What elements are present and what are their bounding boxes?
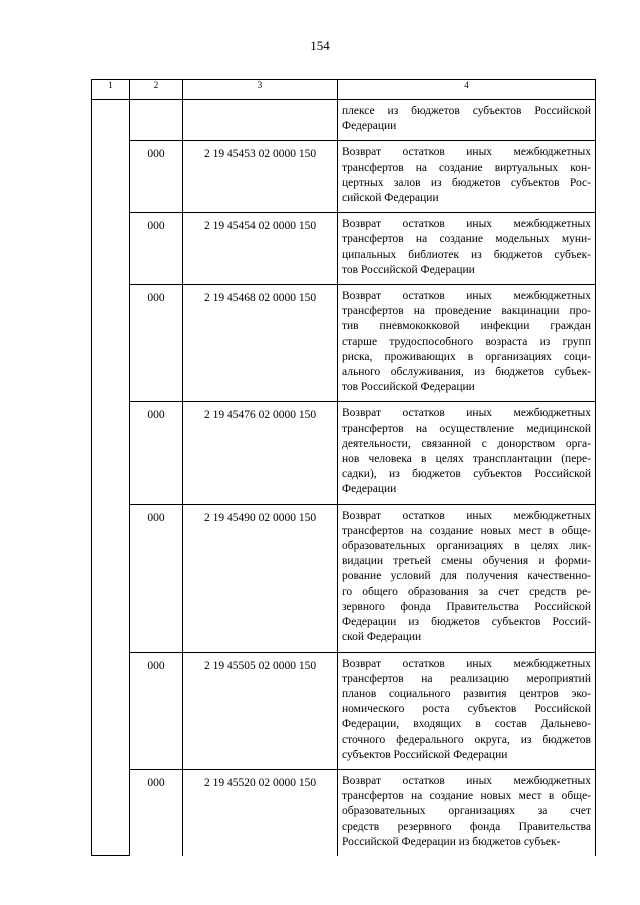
description-line: ской Федерации <box>342 631 422 644</box>
description-line: рование условий для получения качественно- <box>342 570 591 583</box>
column-header-2: 2 <box>130 80 183 100</box>
description-line: Возврат остатков иных межбюджетных <box>342 407 591 420</box>
description-line: го общего образования за счет средств ре- <box>342 585 591 598</box>
description-line: планов социального развития центров эко- <box>342 687 591 700</box>
admin-code-cell: 000 <box>130 213 183 285</box>
description-line: плексе из бюджетов субъектов Российской <box>342 105 591 117</box>
table-header-row <box>92 80 596 100</box>
table-row <box>92 769 596 856</box>
description-cell <box>338 402 596 504</box>
description-line: риска, проживающих в организациях соци- <box>342 350 591 363</box>
description-line: ального обслуживания, из бюджетов субъек- <box>342 366 591 379</box>
description-line: образовательных организациях за счет <box>342 805 591 818</box>
description-line: тов Российской Федерации <box>342 381 475 394</box>
description-line: Возврат остатков иных межбюджетных <box>342 657 591 670</box>
description-line: Возврат остатков иных межбюджетных <box>342 218 591 231</box>
admin-code-cell: 000 <box>130 504 183 652</box>
description-line: трансфертов на создание виртуальных кон- <box>342 161 591 174</box>
description-line: деятельности, связанной с донорством орга- <box>342 437 591 450</box>
description-line: трансфертов на создание модельных муни- <box>342 233 591 246</box>
column-header-1: 1 <box>92 80 130 100</box>
budget-code-cell: 2 19 45520 02 0000 150 <box>183 769 338 856</box>
group-number-cell <box>92 100 130 856</box>
column-header-3: 3 <box>183 80 338 100</box>
description-line: субъектов Российской Федерации <box>342 748 508 761</box>
description-line: Федерации <box>342 483 397 496</box>
admin-code-cell: 000 <box>130 141 183 213</box>
description-line: трансфертов на осуществление медицинской <box>342 422 591 435</box>
description-line: садки), из бюджетов субъектов Российской <box>342 468 591 481</box>
description-line: Возврат остатков иных межбюджетных <box>342 509 591 522</box>
description-line: Федерации <box>342 120 397 133</box>
description-line: сийской Федерации <box>342 192 439 205</box>
description-line: Федерации, входящих в состав Дальнево- <box>342 718 591 731</box>
table-row-continuation <box>92 100 596 141</box>
description-cell <box>338 213 596 285</box>
description-line: сточного федерального округа, из бюджетов <box>342 733 591 746</box>
budget-code-cell <box>183 100 338 141</box>
description-line: тив пневмококковой инфекции граждан <box>342 320 591 333</box>
admin-code-cell <box>130 100 183 141</box>
description-cell <box>338 141 596 213</box>
description-cell <box>338 285 596 402</box>
admin-code-cell: 000 <box>130 402 183 504</box>
table-row <box>92 504 596 652</box>
table-row <box>92 285 596 402</box>
description-line: средств резервного фонда Правительства <box>342 820 591 833</box>
budget-code-cell: 2 19 45505 02 0000 150 <box>183 652 338 769</box>
description-line: нов человека в целях трансплантации (пере- <box>342 453 591 466</box>
budget-codes-table <box>91 79 596 856</box>
description-cell <box>338 769 596 856</box>
description-cell <box>338 100 596 141</box>
description-line: Российской Федерации из бюджетов субъек- <box>342 835 561 848</box>
description-line: трансфертов на создание новых мест в обще- <box>342 790 591 803</box>
budget-code-cell: 2 19 45454 02 0000 150 <box>183 213 338 285</box>
table-row <box>92 652 596 769</box>
description-line: старше трудоспособного возраста из групп <box>342 335 591 348</box>
table-body <box>92 100 596 856</box>
description-line: образовательных организациях в целях лик- <box>342 540 591 553</box>
description-cell <box>338 652 596 769</box>
column-header-4: 4 <box>338 80 596 100</box>
description-line: трансфертов на создание новых мест в обще- <box>342 524 591 537</box>
description-line: номического роста субъектов Российской <box>342 703 591 716</box>
description-line: Федерации из бюджетов субъектов Россий- <box>342 616 591 629</box>
description-line: ципальных библиотек из бюджетов субъек- <box>342 248 591 261</box>
budget-code-cell: 2 19 45468 02 0000 150 <box>183 285 338 402</box>
description-line: цертных залов из бюджетов субъектов Рос- <box>342 176 591 189</box>
table-row <box>92 141 596 213</box>
description-line: тов Российской Федерации <box>342 263 475 276</box>
description-line: трансфертов на проведение вакцинации про- <box>342 305 591 318</box>
description-line: Возврат остатков иных межбюджетных <box>342 146 591 159</box>
admin-code-cell: 000 <box>130 769 183 856</box>
table-row <box>92 402 596 504</box>
description-line: зервного фонда Правительства Российской <box>342 600 591 613</box>
budget-code-cell: 2 19 45490 02 0000 150 <box>183 504 338 652</box>
description-line: Возврат остатков иных межбюджетных <box>342 290 591 303</box>
budget-code-cell: 2 19 45453 02 0000 150 <box>183 141 338 213</box>
budget-code-cell: 2 19 45476 02 0000 150 <box>183 402 338 504</box>
description-line: видации третьей смены обучения и форми- <box>342 555 591 568</box>
description-cell <box>338 504 596 652</box>
table-row <box>92 213 596 285</box>
description-line: трансфертов на реализацию мероприятий <box>342 672 591 685</box>
admin-code-cell: 000 <box>130 285 183 402</box>
description-line: Возврат остатков иных межбюджетных <box>342 774 591 787</box>
admin-code-cell: 000 <box>130 652 183 769</box>
page-number: 154 <box>310 38 330 53</box>
